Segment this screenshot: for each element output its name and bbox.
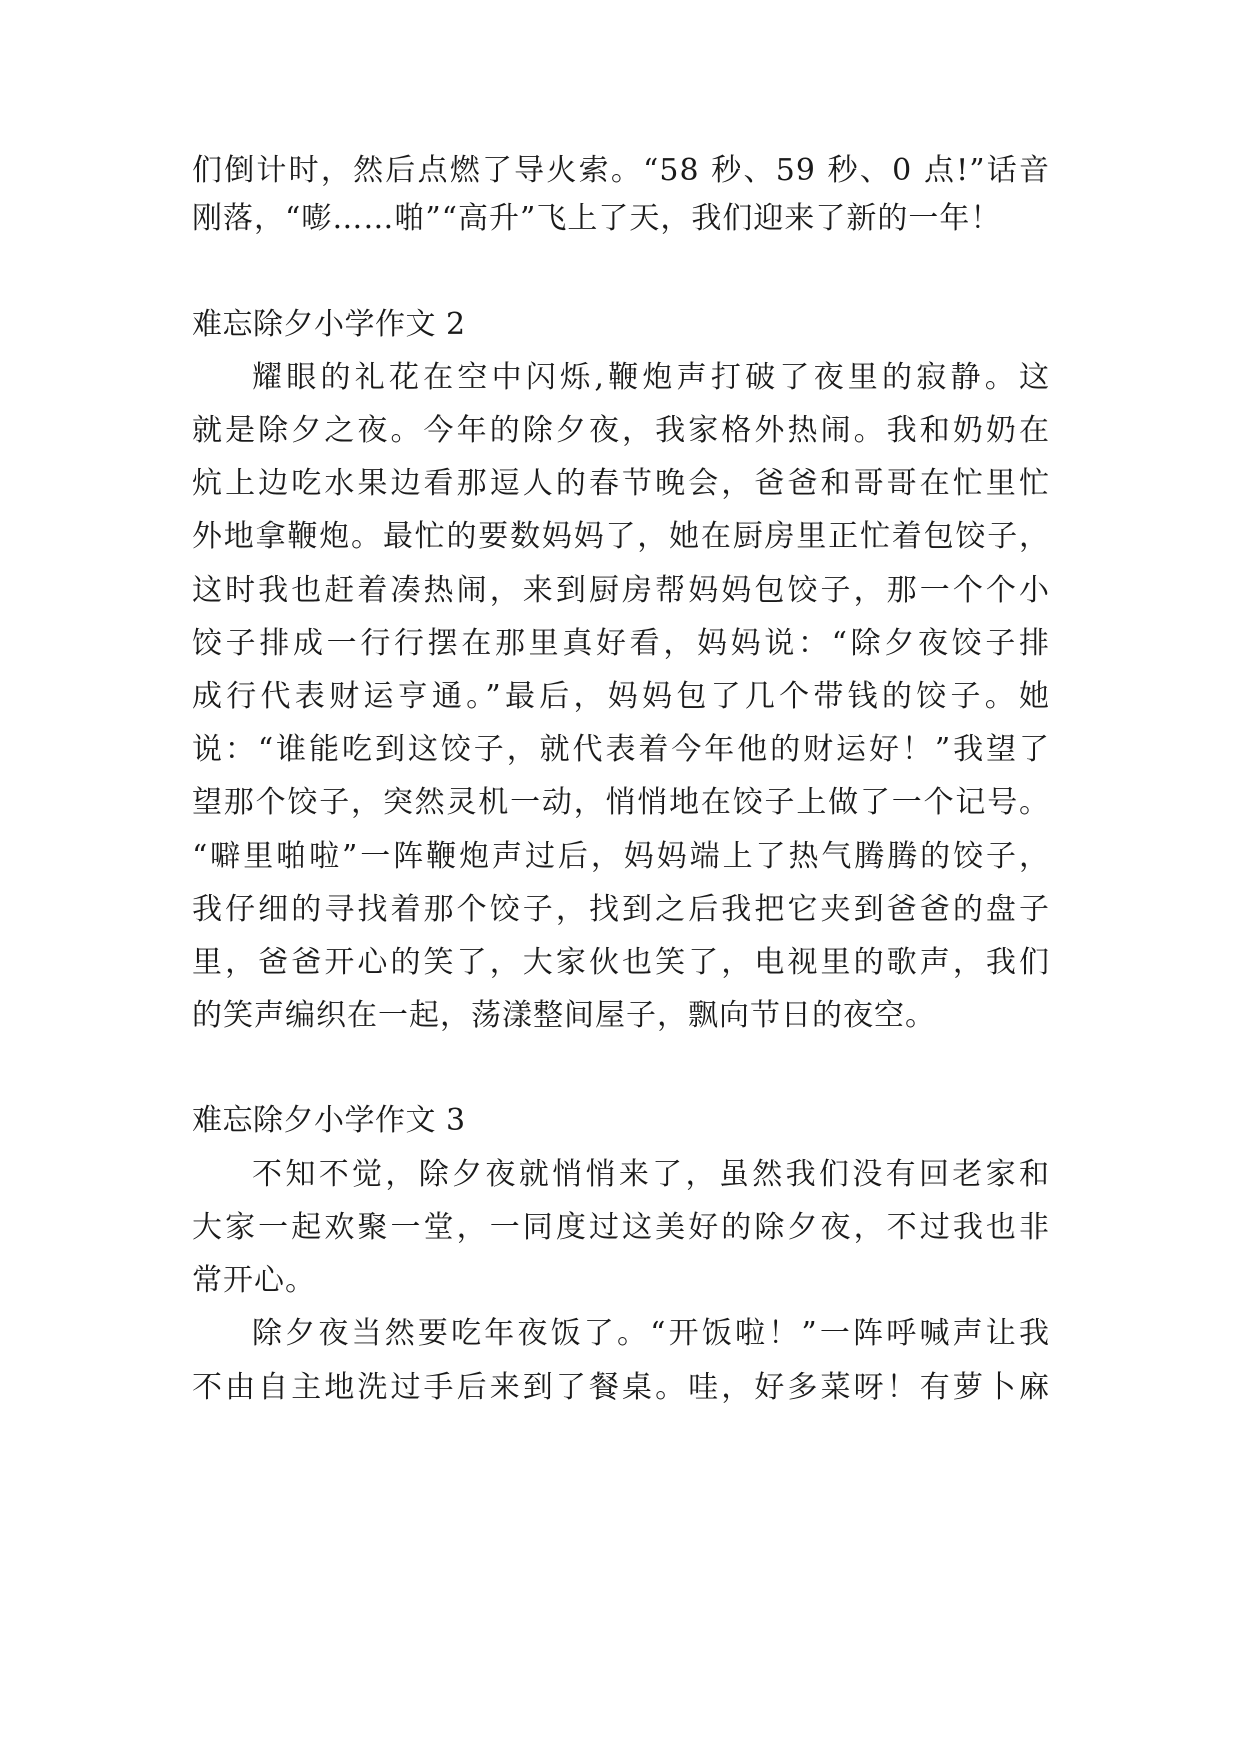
intro-line-2: 刚落，“嘭……啪”“高升”飞上了天，我们迎来了新的一年！ [192, 201, 1002, 236]
section-2-line-11: 我仔细的寻找着那个饺子，找到之后我把它夹到爸爸的盘子 [192, 892, 1050, 927]
intro-line-1: 们倒计时，然后点燃了导火索。“58 秒、59 秒、0 点!”话音 [192, 153, 1050, 188]
section-2-heading: 难忘除夕小学作文 2 [192, 307, 466, 342]
section-2-line-13: 的笑声编织在一起，荡漾整间屋子，飘向节日的夜空。 [192, 998, 936, 1033]
section-3-para-2-line-2: 不由自主地洗过手后来到了餐桌。哇，好多菜呀！有萝卜麻 [192, 1370, 1050, 1405]
section-3-heading: 难忘除夕小学作文 3 [192, 1103, 466, 1138]
section-2-line-8: 说：“谁能吃到这饺子，就代表着今年他的财运好！”我望了 [192, 732, 1050, 767]
section-3-para-2-line-1: 除夕夜当然要吃年夜饭了。“开饭啦！”一阵呼喊声让我 [252, 1316, 1050, 1351]
section-2-line-7: 成行代表财运亨通。”最后，妈妈包了几个带钱的饺子。她 [192, 679, 1050, 714]
section-2-line-2: 就是除夕之夜。今年的除夕夜，我家格外热闹。我和奶奶在 [192, 413, 1050, 448]
section-2-line-1: 耀眼的礼花在空中闪烁,鞭炮声打破了夜里的寂静。这 [252, 360, 1050, 395]
section-2-line-9: 望那个饺子，突然灵机一动，悄悄地在饺子上做了一个记号。 [192, 785, 1050, 820]
section-2-line-3: 炕上边吃水果边看那逗人的春节晚会，爸爸和哥哥在忙里忙 [192, 466, 1050, 501]
section-3-para-1-line-1: 不知不觉，除夕夜就悄悄来了，虽然我们没有回老家和 [252, 1157, 1050, 1192]
section-2-line-6: 饺子排成一行行摆在那里真好看，妈妈说：“除夕夜饺子排 [192, 626, 1050, 661]
section-3-para-1-line-3: 常开心。 [192, 1263, 316, 1298]
section-2-line-4: 外地拿鞭炮。最忙的要数妈妈了，她在厨房里正忙着包饺子， [192, 519, 1050, 554]
section-2-line-12: 里，爸爸开心的笑了，大家伙也笑了，电视里的歌声，我们 [192, 945, 1050, 980]
section-2-line-5: 这时我也赶着凑热闹，来到厨房帮妈妈包饺子，那一个个小 [192, 573, 1050, 608]
section-2-line-10: “噼里啪啦”一阵鞭炮声过后，妈妈端上了热气腾腾的饺子， [192, 839, 1050, 874]
section-3-para-1-line-2: 大家一起欢聚一堂，一同度过这美好的除夕夜，不过我也非 [192, 1210, 1050, 1245]
